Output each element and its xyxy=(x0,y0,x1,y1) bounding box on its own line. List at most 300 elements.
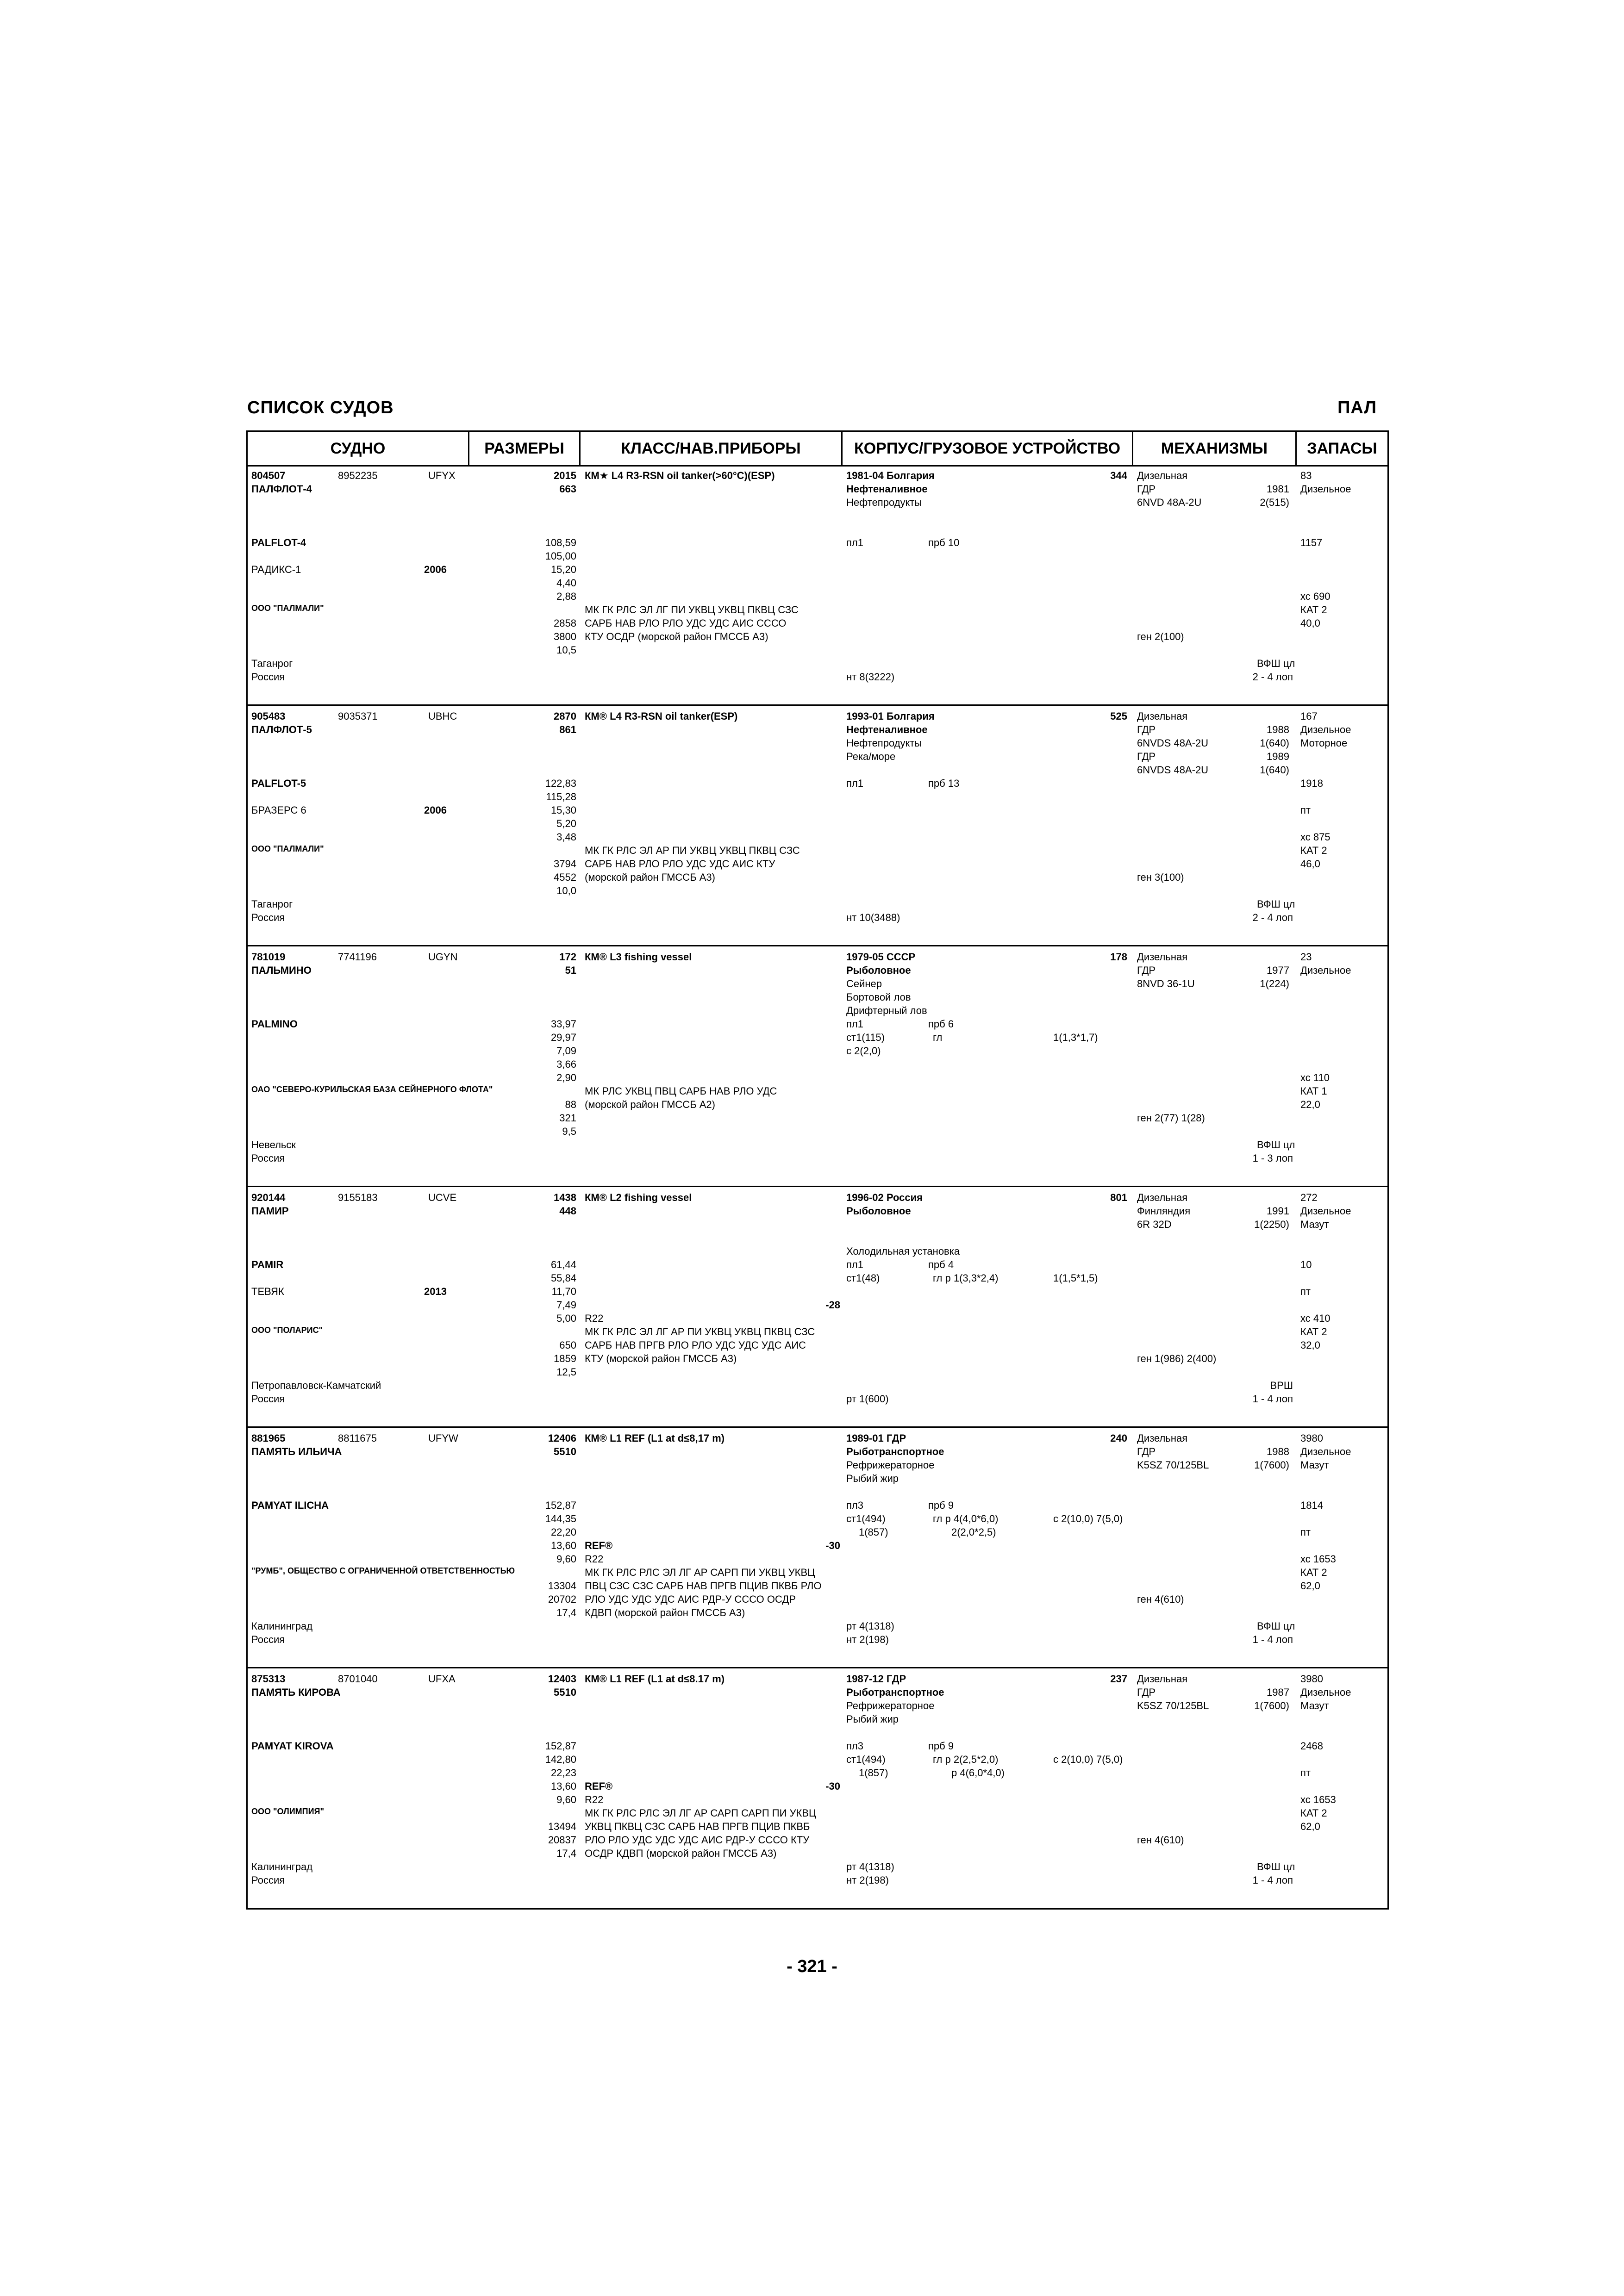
dimension-value: 2,90 xyxy=(556,1072,576,1083)
cargo-gear: 1(1,3*1,7) xyxy=(1053,1032,1098,1043)
net-tonnage: 51 xyxy=(565,964,576,976)
class-notation: КМ® L1 REF (L1 at d≤8.17 m) xyxy=(585,1673,725,1685)
crew-value: 62,0 xyxy=(1300,1580,1320,1592)
tank-info: рт 4(1318) xyxy=(846,1620,894,1632)
dimension-value: 115,28 xyxy=(546,791,576,803)
column-reserves: ЗАПАСЫ xyxy=(1307,440,1377,457)
engine-country: ГДР xyxy=(1137,483,1156,495)
owner: ООО "ПАЛМАЛИ" xyxy=(251,844,324,853)
dimension-value: 2,88 xyxy=(556,591,576,602)
dimension-value: 15,30 xyxy=(550,804,576,816)
nav-equipment-line: КТУ (морской район ГМССБ А3) xyxy=(585,1353,737,1364)
flag-state: Россия xyxy=(251,1393,285,1405)
class-notation: КМ® L3 fishing vessel xyxy=(585,951,692,963)
engine-year: 1988 xyxy=(1267,1446,1289,1457)
engine-model: K5SZ 70/125BL xyxy=(1137,1459,1209,1471)
gross-tonnage: 172 xyxy=(559,951,576,963)
dimension-value: 13,60 xyxy=(550,1780,576,1792)
fuel-capacity: 83 xyxy=(1300,470,1312,481)
imo-number: 8811675 xyxy=(338,1432,377,1444)
crew-value: 62,0 xyxy=(1300,1821,1320,1832)
hull-type-line: Река/море xyxy=(846,751,896,762)
crew-category: КАТ 2 xyxy=(1300,1567,1327,1578)
rename-year: 2013 xyxy=(424,1286,447,1297)
tank-info: рт 4(1318) xyxy=(846,1861,894,1873)
vessel-entry xyxy=(248,1668,1387,1909)
hull-type-line: Сейнер xyxy=(846,978,882,989)
crew-category: КАТ 2 xyxy=(1300,1326,1327,1338)
vessel-entry xyxy=(248,706,1387,946)
fuel-secondary: 10 xyxy=(1300,1259,1312,1270)
dimension-value: 61,44 xyxy=(550,1259,576,1270)
crew-category: КАТ 2 xyxy=(1300,1807,1327,1819)
dimension-value: 9,60 xyxy=(556,1794,576,1805)
build-info: 1996-02 Россия xyxy=(846,1192,923,1203)
vessel-entry xyxy=(248,946,1387,1187)
hull-type-line: Рыбий жир xyxy=(846,1473,899,1484)
vessel-name-latin: PALFLOT-5 xyxy=(251,778,306,789)
call-sign: UFYX xyxy=(428,470,456,481)
crew-value: 32,0 xyxy=(1300,1339,1320,1351)
build-number: 344 xyxy=(1110,470,1127,481)
dimension-value: 5,00 xyxy=(556,1313,576,1324)
reg-number: 875313 xyxy=(251,1673,286,1685)
crew-info: хс 110 xyxy=(1300,1072,1330,1083)
hull-type-line: Нефтеналивное xyxy=(846,724,928,735)
dimension-value: 88 xyxy=(565,1099,576,1110)
propeller-blades: 2 - 4 лоп xyxy=(1252,671,1293,683)
fuel-type-2: Мазут xyxy=(1300,1459,1329,1471)
home-port: Невельск xyxy=(251,1139,296,1151)
build-info: 1989-01 ГДР xyxy=(846,1432,906,1444)
engine-year: 1981 xyxy=(1267,483,1289,495)
dimension-value: 5,20 xyxy=(556,818,576,829)
fuel-type: Дизельное xyxy=(1300,483,1351,495)
nav-equipment-line: РЛО РЛО УДС УДС УДС АИС РДР-У СССО КТУ xyxy=(585,1834,810,1846)
engine-type: Дизельная xyxy=(1137,470,1188,481)
nav-equipment-line: САРБ НАВ РЛО РЛО УДС УДС АИС КТУ xyxy=(585,858,775,870)
vessel-name: ПАЛФЛОТ-4 xyxy=(251,483,312,495)
engine-year: 1987 xyxy=(1267,1686,1289,1698)
dimension-value: 20837 xyxy=(548,1834,576,1846)
build-info: 1979-05 СССР xyxy=(846,951,916,963)
class-notation: КМ® L1 REF (L1 at d≤8,17 m) xyxy=(585,1432,725,1444)
cargo-gear-extra: 1(857) xyxy=(859,1767,888,1779)
fuel-capacity: 167 xyxy=(1300,710,1318,722)
dimension-value: 152,87 xyxy=(545,1740,576,1752)
fuel-tag: пт xyxy=(1300,804,1311,816)
dimension-value: 3,66 xyxy=(556,1058,576,1070)
cargo-gear: пл1 xyxy=(846,1259,863,1270)
class-notation: КМ® L4 R3-RSN oil tanker(ESP) xyxy=(585,710,738,722)
cargo-gear: гл р 1(3,3*2,4) xyxy=(933,1272,999,1284)
dimension-value: 33,97 xyxy=(550,1018,576,1030)
nav-equipment-line: МК РЛС УКВЦ ПВЦ САРБ НАВ РЛО УДС xyxy=(585,1085,777,1097)
dimension-value: 152,87 xyxy=(545,1500,576,1511)
vessel-name: ПАМЯТЬ КИРОВА xyxy=(251,1686,341,1698)
dimension-value: 144,35 xyxy=(545,1513,576,1524)
tank-info: нт 8(3222) xyxy=(846,671,895,683)
cargo-gear: с 2(10,0) 7(5,0) xyxy=(1053,1754,1123,1765)
fuel-type: Дизельное xyxy=(1300,964,1351,976)
dimension-value: 22,20 xyxy=(550,1526,576,1538)
dimension-value: 9,5 xyxy=(562,1126,576,1137)
dimension-value: 142,80 xyxy=(545,1754,576,1765)
reg-number: 905483 xyxy=(251,710,286,722)
hull-type-line: Рыботранспортное xyxy=(846,1686,944,1698)
owner: ОАО "СЕВЕРО-КУРИЛЬСКАЯ БАЗА СЕЙНЕРНОГО ФЛОТА" xyxy=(251,1085,493,1094)
dimension-value: 55,84 xyxy=(550,1272,576,1284)
hull-type-line: Нефтеналивное xyxy=(846,483,928,495)
dimension-value: 122,83 xyxy=(545,778,576,789)
build-number: 178 xyxy=(1110,951,1127,963)
dimension-value: 13,60 xyxy=(550,1540,576,1551)
column-class: КЛАСС/НАВ.ПРИБОРЫ xyxy=(581,432,843,465)
cargo-gear: прб 9 xyxy=(928,1740,954,1752)
crew-category: КАТ 2 xyxy=(1300,845,1327,856)
nav-equipment-line: САРБ НАВ РЛО РЛО УДС УДС АИС СССО xyxy=(585,617,787,629)
fuel-secondary: 2468 xyxy=(1300,1740,1323,1752)
vessel-entry xyxy=(248,1428,1387,1668)
imo-number: 8952235 xyxy=(338,470,378,481)
fuel-capacity: 3980 xyxy=(1300,1673,1323,1685)
generators: ген 3(100) xyxy=(1137,871,1184,883)
propeller: ВФШ цл xyxy=(1257,1620,1295,1632)
nav-equipment-line: (морской район ГМССБ А3) xyxy=(585,871,715,883)
engine-country-2: ГДР xyxy=(1137,751,1156,762)
crew-value: 40,0 xyxy=(1300,617,1320,629)
cargo-gear: ст1(115) xyxy=(846,1032,885,1043)
cargo-gear: с 2(10,0) 7(5,0) xyxy=(1053,1513,1123,1524)
tank-info: нт 2(198) xyxy=(846,1634,889,1645)
dimension-value: 10,0 xyxy=(556,885,576,896)
flag-state: Россия xyxy=(251,912,285,923)
cargo-gear: ст1(494) xyxy=(846,1754,886,1765)
nav-equipment-line: МК ГК РЛС РЛС ЭЛ ЛГ АР САРП САРП ПИ УКВЦ xyxy=(585,1807,817,1819)
dimension-value: 321 xyxy=(559,1112,576,1124)
gross-tonnage: 1438 xyxy=(554,1192,576,1203)
home-port: Петропавловск-Камчатский xyxy=(251,1380,381,1391)
nav-equipment-line: КТУ ОСДР (морской район ГМССБ А3) xyxy=(585,631,768,642)
home-port: Калининград xyxy=(251,1861,313,1873)
crew-info: хс 410 xyxy=(1300,1313,1330,1324)
engine-country: ГДР xyxy=(1137,1686,1156,1698)
dimension-value: 9,60 xyxy=(556,1553,576,1565)
vessel-name-latin: PALMINO xyxy=(251,1018,298,1030)
flag-state: Россия xyxy=(251,671,285,683)
fuel-secondary: 1918 xyxy=(1300,778,1323,789)
dimension-value: 13494 xyxy=(548,1821,576,1832)
hull-type-line: Рыботранспортное xyxy=(846,1446,944,1457)
net-tonnage: 5510 xyxy=(554,1446,576,1457)
call-sign: UFXA xyxy=(428,1673,456,1685)
imo-number: 9035371 xyxy=(338,710,378,722)
dimension-value: 7,09 xyxy=(556,1045,576,1057)
vessel-name-latin: PAMYAT KIROVA xyxy=(251,1740,334,1752)
refrigerant: R22 xyxy=(585,1313,604,1324)
vessel-entry xyxy=(248,465,1387,706)
cargo-gear-extra: р 4(6,0*4,0) xyxy=(951,1767,1005,1779)
vessel-name: ПАМЯТЬ ИЛЬИЧА xyxy=(251,1446,342,1457)
refrigerant: R22 xyxy=(585,1553,604,1565)
ref-temperature: -30 xyxy=(825,1780,840,1792)
engine-power: 1(224) xyxy=(1260,978,1289,989)
crew-info: хс 1653 xyxy=(1300,1553,1336,1565)
dimension-value: 17,4 xyxy=(556,1607,576,1618)
cargo-gear: ст1(494) xyxy=(846,1513,886,1524)
ref-notation: REF® xyxy=(585,1780,613,1792)
cargo-gear: пл1 xyxy=(846,537,863,548)
dimension-value: 17,4 xyxy=(556,1848,576,1859)
engine-country: ГДР xyxy=(1137,724,1156,735)
fuel-capacity: 3980 xyxy=(1300,1432,1323,1444)
engine-country: Финляндия xyxy=(1137,1205,1191,1217)
gross-tonnage: 2870 xyxy=(554,710,576,722)
engine-year: 1991 xyxy=(1267,1205,1289,1217)
reg-number: 781019 xyxy=(251,951,286,963)
cargo-gear: прб 13 xyxy=(928,778,960,789)
cargo-gear-extra: 1(857) xyxy=(859,1526,888,1538)
engine-model: 6R 32D xyxy=(1137,1219,1172,1230)
dimension-value: 650 xyxy=(559,1339,576,1351)
page-title: СПИСОК СУДОВ xyxy=(247,398,394,417)
dimension-value: 11,70 xyxy=(551,1286,576,1297)
call-sign: UGYN xyxy=(428,951,458,963)
fuel-tag: пт xyxy=(1300,1286,1311,1297)
gross-tonnage: 2015 xyxy=(554,470,576,481)
crew-value: 46,0 xyxy=(1300,858,1320,870)
engine-type: Дизельная xyxy=(1137,1673,1188,1685)
vessel-name: ПАЛЬМИНО xyxy=(251,964,312,976)
dimension-value: 108,59 xyxy=(545,537,576,548)
home-port: Таганрог xyxy=(251,658,293,669)
dimension-value: 12,5 xyxy=(556,1366,576,1378)
engine-model: 6NVD 48A-2U xyxy=(1137,497,1202,508)
propeller: ВФШ цл xyxy=(1257,1139,1295,1151)
engine-model: K5SZ 70/125BL xyxy=(1137,1700,1209,1711)
engine-country: ГДР xyxy=(1137,1446,1156,1457)
former-name: ТЕВЯК xyxy=(251,1286,284,1297)
cargo-gear: прб 10 xyxy=(928,537,960,548)
generators: ген 4(610) xyxy=(1137,1593,1184,1605)
class-notation: КМ® L2 fishing vessel xyxy=(585,1192,692,1203)
vessel-name: ПАМИР xyxy=(251,1205,289,1217)
dimension-value: 22,23 xyxy=(550,1767,576,1779)
engine-power: 1(7600) xyxy=(1254,1459,1289,1471)
generators: ген 1(986) 2(400) xyxy=(1137,1353,1217,1364)
cargo-gear-extra: 2(2,0*2,5) xyxy=(951,1526,996,1538)
dimension-value: 4,40 xyxy=(556,577,576,589)
generators: ген 4(610) xyxy=(1137,1834,1184,1846)
engine-year: 1977 xyxy=(1267,964,1289,976)
hull-type-line: Рефрижераторное xyxy=(846,1459,935,1471)
nav-equipment-line: УКВЦ ПКВЦ СЗС САРБ НАВ ПРГВ ПЦИВ ПКВБ xyxy=(585,1821,810,1832)
crew-info: хс 1653 xyxy=(1300,1794,1336,1805)
propeller: ВФШ цл xyxy=(1257,658,1295,669)
cargo-gear: прб 9 xyxy=(928,1500,954,1511)
propeller: ВРШ xyxy=(1270,1380,1293,1391)
cargo-gear: гл р 4(4,0*6,0) xyxy=(933,1513,999,1524)
page-number: - 321 - xyxy=(787,1957,837,1976)
propeller-blades: 2 - 4 лоп xyxy=(1252,912,1293,923)
hull-type-line: Дрифтерный лов xyxy=(846,1005,927,1016)
vessel-name-latin: PALFLOT-4 xyxy=(251,537,306,548)
engine-power: 1(7600) xyxy=(1254,1700,1289,1711)
ref-temperature: -28 xyxy=(825,1299,840,1311)
build-info: 1993-01 Болгария xyxy=(846,710,935,722)
engine-model-2: 6NVDS 48A-2U xyxy=(1137,764,1209,776)
flag-state: Россия xyxy=(251,1874,285,1886)
column-vessel: СУДНО xyxy=(248,432,469,465)
vessel-table xyxy=(246,430,1389,1910)
nav-equipment-line: КДВП (морской район ГМССБ А3) xyxy=(585,1607,745,1618)
call-sign: UCVE xyxy=(428,1192,457,1203)
former-name: РАДИКС-1 xyxy=(251,564,301,575)
nav-equipment-line: САРБ НАВ ПРГВ РЛО РЛО УДС УДС УДС АИС xyxy=(585,1339,806,1351)
crew-info: хс 690 xyxy=(1300,591,1330,602)
cargo-gear: 1(1,5*1,5) xyxy=(1053,1272,1098,1284)
fuel-type-2: Моторное xyxy=(1300,737,1348,749)
dimension-value: 7,49 xyxy=(556,1299,576,1311)
reg-number: 881965 xyxy=(251,1432,286,1444)
vessel-entry xyxy=(248,1187,1387,1428)
propeller: ВФШ цл xyxy=(1257,1861,1295,1873)
cargo-gear: пл3 xyxy=(846,1500,863,1511)
dimension-value: 3794 xyxy=(554,858,576,870)
fuel-tag: пт xyxy=(1300,1767,1311,1779)
hull-type-line: Бортовой лов xyxy=(846,991,911,1003)
tank-info: нт 10(3488) xyxy=(846,912,900,923)
fuel-type: Дизельное xyxy=(1300,1446,1351,1457)
propeller: ВФШ цл xyxy=(1257,898,1295,910)
engine-type: Дизельная xyxy=(1137,1432,1188,1444)
engine-power-2: 1(640) xyxy=(1260,764,1289,776)
cargo-gear: прб 6 xyxy=(928,1018,954,1030)
home-port: Калининград xyxy=(251,1620,313,1632)
flag-state: Россия xyxy=(251,1634,285,1645)
rename-year: 2006 xyxy=(424,564,447,575)
net-tonnage: 448 xyxy=(559,1205,576,1217)
gross-tonnage: 12403 xyxy=(548,1673,576,1685)
engine-power: 1(2250) xyxy=(1254,1219,1289,1230)
engine-type: Дизельная xyxy=(1137,951,1188,963)
vessel-name: ПАЛФЛОТ-5 xyxy=(251,724,312,735)
fuel-type: Дизельное xyxy=(1300,724,1351,735)
cargo-gear: гл р 2(2,5*2,0) xyxy=(933,1754,999,1765)
engine-power: 2(515) xyxy=(1260,497,1289,508)
cargo-gear: пл3 xyxy=(846,1740,863,1752)
dimension-value: 1859 xyxy=(554,1353,576,1364)
propeller-blades: 1 - 3 лоп xyxy=(1252,1152,1293,1164)
nav-equipment-line: МК ГК РЛС РЛС ЭЛ ЛГ АР САРП ПИ УКВЦ УКВЦ xyxy=(585,1567,815,1578)
flag-state: Россия xyxy=(251,1152,285,1164)
fuel-type: Дизельное xyxy=(1300,1205,1351,1217)
gross-tonnage: 12406 xyxy=(548,1432,576,1444)
engine-type: Дизельная xyxy=(1137,710,1188,722)
net-tonnage: 861 xyxy=(559,724,576,735)
owner: ООО "ПАЛМАЛИ" xyxy=(251,604,324,613)
crew-category: КАТ 2 xyxy=(1300,604,1327,616)
nav-equipment-line: МК ГК РЛС ЭЛ ЛГ АР ПИ УКВЦ УКВЦ ПКВЦ СЗС xyxy=(585,1326,815,1338)
page-index: ПАЛ xyxy=(1337,398,1377,417)
nav-equipment-line: (морской район ГМССБ А2) xyxy=(585,1099,715,1110)
dimension-value: 15,20 xyxy=(550,564,576,575)
hull-type-line: Холодильная установка xyxy=(846,1245,960,1257)
imo-number: 9155183 xyxy=(338,1192,378,1203)
class-notation: КМ★ L4 R3-RSN oil tanker(>60°C)(ESP) xyxy=(585,470,775,481)
ref-temperature: -30 xyxy=(825,1540,840,1551)
build-number: 240 xyxy=(1110,1432,1127,1444)
vessel-name-latin: PAMYAT ILICHA xyxy=(251,1500,329,1511)
hull-type-line: Нефтепродукты xyxy=(846,737,922,749)
cargo-gear: пл1 xyxy=(846,778,863,789)
dimension-value: 10,5 xyxy=(556,644,576,656)
dimension-value: 3,48 xyxy=(556,831,576,843)
crew-value: 22,0 xyxy=(1300,1099,1320,1110)
ref-notation: REF® xyxy=(585,1540,613,1551)
crew-category: КАТ 1 xyxy=(1300,1085,1327,1097)
reg-number: 920144 xyxy=(251,1192,286,1203)
hull-type-line: Рыболовное xyxy=(846,1205,911,1217)
dimension-value: 105,00 xyxy=(545,550,576,562)
hull-type-line: Рыбий жир xyxy=(846,1713,899,1725)
dimension-value: 13304 xyxy=(548,1580,576,1592)
home-port: Таганрог xyxy=(251,898,293,910)
fuel-capacity: 23 xyxy=(1300,951,1312,963)
engine-year-2: 1989 xyxy=(1267,751,1289,762)
cargo-gear: пл1 xyxy=(846,1018,863,1030)
call-sign: UBHC xyxy=(428,710,457,722)
generators: ген 2(100) xyxy=(1137,631,1184,642)
cargo-gear: прб 4 xyxy=(928,1259,954,1270)
engine-country: ГДР xyxy=(1137,964,1156,976)
dimension-value: 2858 xyxy=(554,617,576,629)
column-engines: МЕХАНИЗМЫ xyxy=(1133,432,1297,465)
nav-equipment-line: ОСДР КДВП (морской район ГМССБ А3) xyxy=(585,1848,777,1859)
column-dimensions: РАЗМЕРЫ xyxy=(469,432,581,465)
build-number: 801 xyxy=(1110,1192,1127,1203)
reg-number: 804507 xyxy=(251,470,286,481)
cargo-gear: гл xyxy=(933,1032,943,1043)
net-tonnage: 663 xyxy=(559,483,576,495)
engine-model: 8NVD 36-1U xyxy=(1137,978,1195,989)
engine-power: 1(640) xyxy=(1260,737,1289,749)
nav-equipment-line: ПВЦ СЗС СЗС САРБ НАВ ПРГВ ПЦИВ ПКВБ РЛО xyxy=(585,1580,822,1592)
nav-equipment-line: МК ГК РЛС ЭЛ ЛГ ПИ УКВЦ УКВЦ ПКВЦ СЗС xyxy=(585,604,799,616)
hull-type-line: Нефтепродукты xyxy=(846,497,922,508)
fuel-secondary: 1814 xyxy=(1300,1500,1323,1511)
dimension-value: 3800 xyxy=(554,631,576,642)
hull-type-line: Рефрижераторное xyxy=(846,1700,935,1711)
owner: ООО "ПОЛАРИС" xyxy=(251,1325,323,1335)
column-header-row xyxy=(248,432,1387,467)
fuel-tag: пт xyxy=(1300,1526,1311,1538)
fuel-capacity: 272 xyxy=(1300,1192,1318,1203)
fuel-type-2: Мазут xyxy=(1300,1219,1329,1230)
fuel-type: Дизельное xyxy=(1300,1686,1351,1698)
tank-info: рт 1(600) xyxy=(846,1393,889,1405)
dimension-value: 4552 xyxy=(554,871,576,883)
build-info: 1987-12 ГДР xyxy=(846,1673,906,1685)
owner: ООО "ОЛИМПИЯ" xyxy=(251,1807,324,1816)
fuel-type-2: Мазут xyxy=(1300,1700,1329,1711)
propeller-blades: 1 - 4 лоп xyxy=(1252,1393,1293,1405)
build-info: 1981-04 Болгария xyxy=(846,470,935,481)
call-sign: UFYW xyxy=(428,1432,458,1444)
build-number: 525 xyxy=(1110,710,1127,722)
dimension-value: 29,97 xyxy=(550,1032,576,1043)
rename-year: 2006 xyxy=(424,804,447,816)
